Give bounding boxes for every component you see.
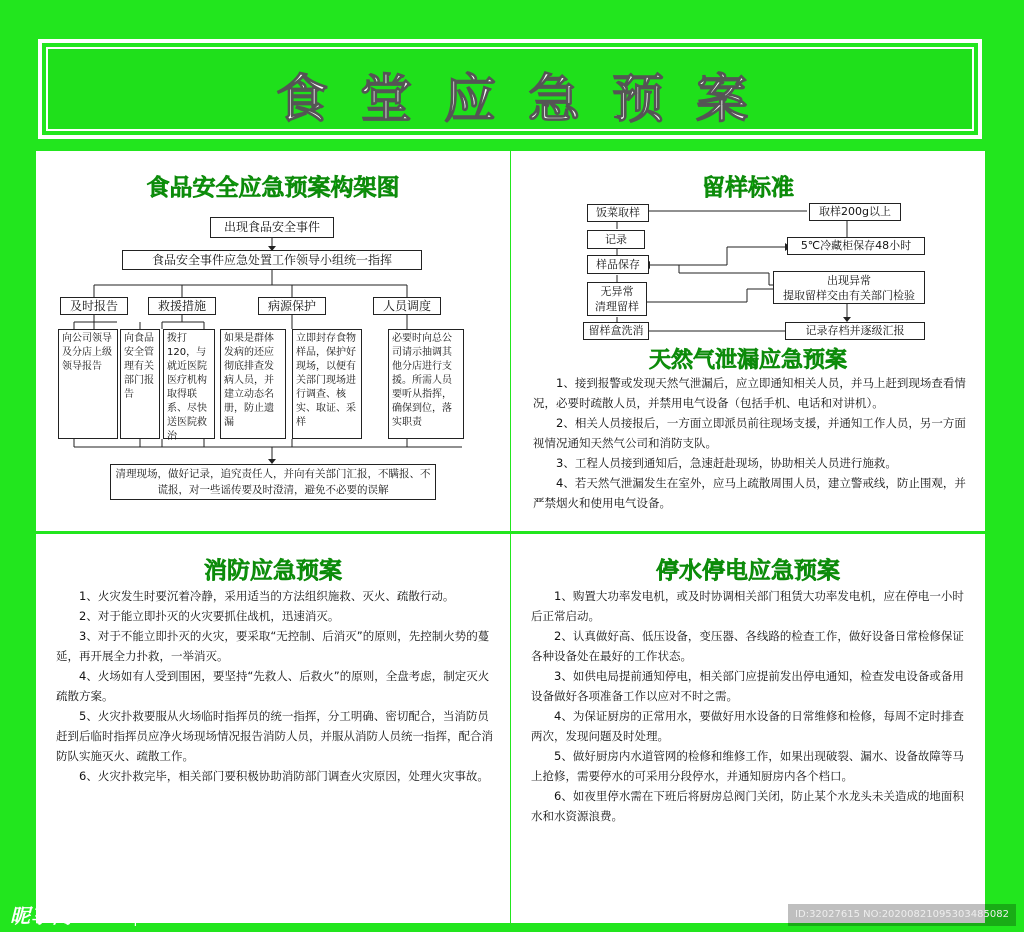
command-box: 食品安全事件应急处置工作领导小组统一指挥 <box>122 250 422 270</box>
sample-take-box: 饭菜取样 <box>587 204 649 222</box>
detail-staff-support: 必要时向总公司请示抽调其他分店进行支援。所需人员要听从指挥，确保到位，落实职责 <box>388 329 464 439</box>
category-rescue: 救援措施 <box>148 297 216 315</box>
aftermath-box: 清理现场，做好记录，追究责任人，并向有关部门汇报，不瞒报、不谎报，对一些谣传要及时澄清，避免不必要的误解 <box>110 464 436 500</box>
power-item: 6、如夜里停水需在下班后将厨房总阀门关闭，防止某个水龙头未关造成的地面积水和水资源浪费。 <box>531 789 964 823</box>
power-item: 1、购置大功率发电机，或及时协调相关部门租赁大功率发电机，应在停电一小时后正常启动。 <box>531 589 964 623</box>
power-item: 4、为保证厨房的正常用水，要做好用水设备的日常维修和检修，每周不定时排查两次，发现问题及时处理。 <box>531 709 964 743</box>
power-item: 5、做好厨房内水道管网的检修和维修工作，如果出现破裂、漏水、设备故障等马上抢修，需要停水的可采用分段停水，并通知厨房内各个档口。 <box>531 749 964 783</box>
sample-record-box: 记录 <box>587 230 645 249</box>
category-staffing: 人员调度 <box>373 297 441 315</box>
sample-archive-box: 记录存档并逐级汇报 <box>785 322 925 340</box>
power-title: 停水停电应急预案 <box>656 558 840 584</box>
fire-text <box>56 586 496 786</box>
watermark-id: ID:32027615 NO:20200821095303485082 <box>788 904 1016 926</box>
sample-gas-panel <box>514 154 982 528</box>
power-text <box>531 586 971 826</box>
sample-normal-line1: 无异常 <box>600 285 634 298</box>
category-report: 及时报告 <box>60 297 128 315</box>
sample-wash-box: 留样盒洗消 <box>583 322 649 340</box>
gas-item: 4、若天然气泄漏发生在室外，应马上疏散周围人员，建立警戒线，防止围观，并严禁烟火和使用电气设备。 <box>533 476 966 510</box>
sample-title: 留样标准 <box>702 175 794 201</box>
gas-text <box>533 373 969 513</box>
detail-call-hospital: 拨打120，与就近医院医疗机构取得联系、尽快送医院救治 <box>163 329 215 439</box>
power-item: 2、认真做好高、低压设备，变压器、各线路的检查工作，做好设备日常检修保证各种设备处在最好的工作状态。 <box>531 629 964 663</box>
fire-title: 消防应急预案 <box>204 558 342 584</box>
sample-weight-box: 取样200g以上 <box>809 203 901 221</box>
power-item: 3、如供电局提前通知停电，相关部门应提前发出停电通知，检查发电设备或备用设备做好各项准备工作以应对不时之需。 <box>531 669 964 703</box>
gas-item: 3、工程人员接到通知后，急速赶赴现场，协助相关人员进行施救。 <box>556 456 897 470</box>
fire-panel <box>39 537 507 920</box>
detail-seal-samples: 立即封存食物样品，保护好现场，以便有关部门现场进行调查、核实、取证、采样 <box>292 329 362 439</box>
framework-panel <box>39 154 507 528</box>
fire-item: 3、对于不能立即扑灭的火灾，要采取“无控制、后消灭”的原则，先控制火势的蔓延，再开展全力扑救，一举消灭。 <box>56 629 490 663</box>
fire-item: 1、火灾发生时要沉着冷静，采用适当的方法组织施救、灭火、疏散行动。 <box>79 589 455 603</box>
category-source-protection: 病源保护 <box>258 297 326 315</box>
detail-report-company: 向公司领导及分店上级领导报告 <box>58 329 118 439</box>
gas-item: 2、相关人员接报后，一方面立即派员前往现场支援，并通知工作人员，另一方面视情况通知天然气公司和消防支队。 <box>533 416 966 450</box>
sample-normal-line2: 清理留样 <box>595 300 639 313</box>
fire-item: 5、火灾扑救要服从火场临时指挥员的统一指挥，分工明确、密切配合，当消防员赶到后临时指挥员应净火场现场情况报告消防人员，并服从消防人员统一指挥，配合消防队实施灭火、疏散工作。 <box>56 709 493 763</box>
page-title: 食堂应急预案 <box>275 70 780 130</box>
fire-item: 4、火场如有人受到围困，要坚持“先救人、后救火”的原则，全盘考虑，制定灭火疏散方案。 <box>56 669 490 703</box>
detail-report-authority: 向食品安全管理有关部门报告 <box>120 329 160 439</box>
fire-item: 2、对于能立即扑灭的火灾要抓住战机，迅速消灭。 <box>79 609 340 623</box>
title-banner <box>46 47 974 131</box>
sample-storage-box: 样品保存 <box>587 255 649 274</box>
sample-abnormal-line2: 提取留样交由有关部门检验 <box>783 289 915 302</box>
sample-normal-box <box>587 282 647 316</box>
sample-abnormal-line1: 出现异常 <box>827 274 871 287</box>
watermark-logo <box>10 900 178 929</box>
sample-abnormal-box <box>773 271 925 304</box>
framework-title: 食品安全应急预案构架图 <box>146 175 400 201</box>
detail-screening: 如果是群体发病的还应彻底排查发病人员，并建立动态名册，防止遗漏 <box>220 329 286 439</box>
gas-item: 1、接到报警或发现天然气泄漏后，应立即通知相关人员，并马上赶到现场查看情况，必要时疏散人员，并禁用电气设备（包括手机、电话和对讲机）。 <box>533 376 966 410</box>
watermark-logo-text: 昵享网 <box>10 904 73 928</box>
power-panel <box>514 537 982 920</box>
fire-item: 6、火灾扑救完毕，相关部门要积极协助消防部门调查火灾原因，处理火灾事故。 <box>79 769 489 783</box>
watermark-site: www.nipic.cn <box>80 912 179 927</box>
incident-box: 出现食品安全事件 <box>210 217 334 238</box>
sample-fridge-box: 5℃冷藏柜保存48小时 <box>787 237 925 255</box>
gas-title: 天然气泄漏应急预案 <box>648 348 847 373</box>
